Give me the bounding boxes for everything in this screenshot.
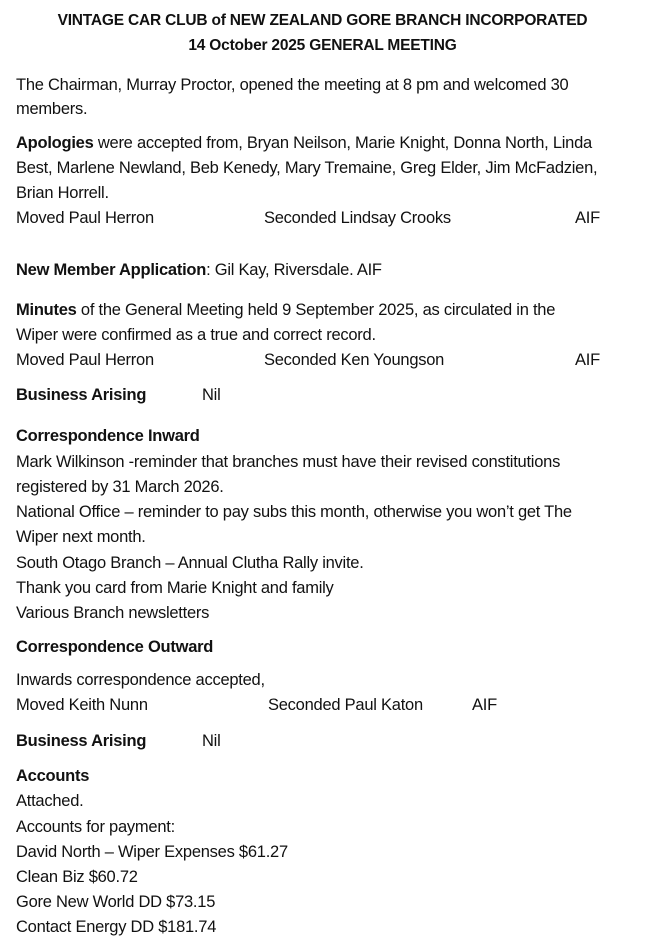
new-member-text: : Gil Kay, Riversdale. AIF [206, 261, 382, 279]
correspondence-inward-line: Wiper next month. [16, 528, 146, 546]
correspondence-inward-line: National Office – reminder to pay subs this month, otherwise you won’t get The [16, 503, 572, 521]
correspondence-inward-line: Various Branch newsletters [16, 604, 210, 622]
accounts-line: David North – Wiper Expenses $61.27 [16, 843, 288, 861]
correspondence-outward-line: Inwards correspondence accepted, [16, 671, 265, 689]
correspondence-aif: AIF [472, 696, 497, 714]
minutes-moved: Moved Paul Herron [16, 351, 154, 369]
correspondence-inward-line: South Otago Branch – Annual Clutha Rally invite. [16, 554, 364, 572]
apologies-seconded: Seconded Lindsay Crooks [264, 209, 451, 227]
accounts-line: Attached. [16, 792, 84, 810]
apologies-heading: Apologies [16, 134, 94, 152]
apologies-line-3: Brian Horrell. [16, 184, 109, 202]
opening-line-2: members. [16, 100, 88, 118]
correspondence-seconded: Seconded Paul Katon [268, 696, 423, 714]
minutes-seconded: Seconded Ken Youngson [264, 351, 445, 369]
accounts-line: Contact Energy DD $181.74 [16, 918, 217, 936]
apologies-text: were accepted from, Bryan Neilson, Marie Knight, Donna North, Linda [93, 134, 592, 152]
meeting-date-title: 14 October 2025 GENERAL MEETING [188, 37, 457, 54]
correspondence-inward-line: Mark Wilkinson -reminder that branches must have their revised constitutions [16, 453, 561, 471]
apologies-line-1 [16, 133, 592, 153]
new-member-line [16, 260, 382, 280]
apologies-moved: Moved Paul Herron [16, 209, 154, 227]
minutes-line-1 [16, 300, 555, 320]
accounts-heading: Accounts [16, 767, 90, 785]
apologies-aif: AIF [575, 209, 600, 227]
new-member-heading: New Member Application [16, 261, 207, 279]
business-arising-heading-1: Business Arising [16, 386, 147, 404]
business-arising-value-2: Nil [202, 732, 221, 750]
document-title: VINTAGE CAR CLUB of NEW ZEALAND GORE BRANCH INCORPORATED [57, 12, 588, 29]
accounts-line: Accounts for payment: [16, 818, 175, 836]
correspondence-inward-heading: Correspondence Inward [16, 427, 200, 445]
accounts-line: Gore New World DD $73.15 [16, 893, 216, 911]
minutes-aif: AIF [575, 351, 600, 369]
correspondence-inward-line: registered by 31 March 2026. [16, 478, 224, 496]
minutes-heading: Minutes [16, 301, 77, 319]
minutes-line-2: Wiper were confirmed as a true and correct record. [16, 326, 376, 344]
correspondence-moved: Moved Keith Nunn [16, 696, 148, 714]
correspondence-outward-heading: Correspondence Outward [16, 638, 214, 656]
accounts-line: Clean Biz $60.72 [16, 868, 138, 886]
business-arising-heading-2: Business Arising [16, 732, 147, 750]
apologies-line-2: Best, Marlene Newland, Beb Kenedy, Mary Tremaine, Greg Elder, Jim McFadzien, [16, 159, 598, 177]
business-arising-value-1: Nil [202, 386, 221, 404]
correspondence-inward-line: Thank you card from Marie Knight and family [16, 579, 334, 597]
opening-line-1: The Chairman, Murray Proctor, opened the meeting at 8 pm and welcomed 30 [16, 76, 569, 94]
minutes-text: of the General Meeting held 9 September 2025, as circulated in the [76, 301, 556, 319]
